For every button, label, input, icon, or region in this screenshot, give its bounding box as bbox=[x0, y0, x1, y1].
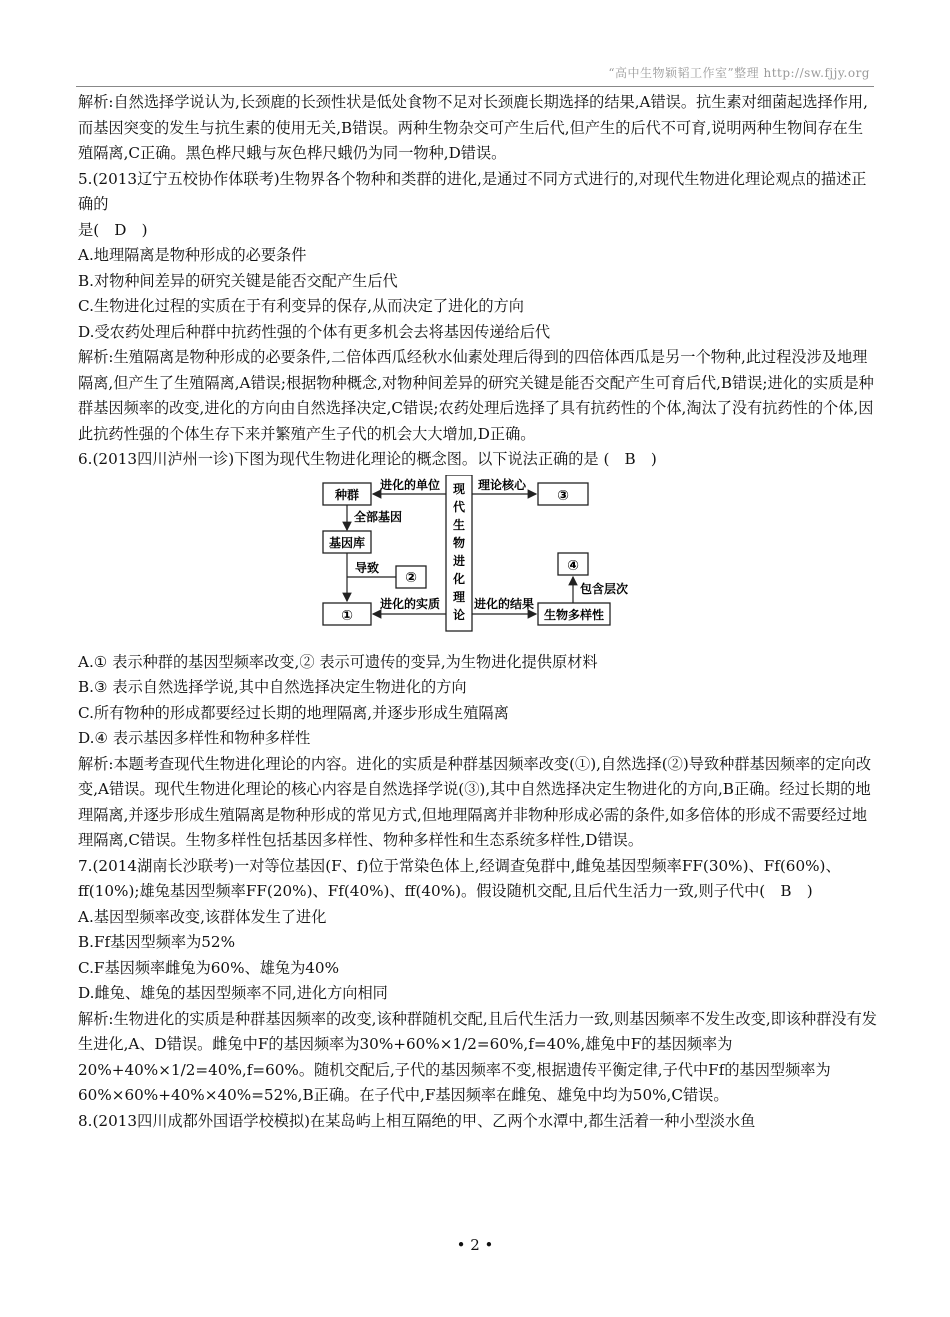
svg-text:论: 论 bbox=[452, 607, 466, 622]
q7-option-a: A.基因型频率改变,该群体发生了进化 bbox=[78, 907, 327, 926]
box-2-label: ② bbox=[405, 569, 417, 586]
label-lead: 导致 bbox=[355, 560, 380, 575]
q5-option-b: B.对物种间差异的研究关键是能否交配产生后代 bbox=[78, 271, 398, 290]
svg-text:进: 进 bbox=[452, 553, 466, 568]
q4-analysis: 解析:自然选择学说认为,长颈鹿的长颈性状是低处食物不足对长颈鹿长期选择的结果,A错误。抗生素对细菌起选择作用,而基因突变的发生与抗生素的使用无关,B错误。两种生物杂交可产生后代,但产生的后代不可育,说明两种生物间存在生殖隔离,C正确。黑色桦尺蛾与灰色桦尺蛾仍为同一物种,D错误。 bbox=[78, 93, 868, 162]
q6-option-c: C.所有物种的形成都要经过长期的地理隔离,并逐步形成生殖隔离 bbox=[78, 703, 509, 722]
svg-text:理: 理 bbox=[452, 589, 466, 604]
q6-option-b: B.③ 表示自然选择学说,其中自然选择决定生物进化的方向 bbox=[78, 678, 467, 696]
document-body bbox=[78, 90, 878, 1134]
svg-text:物: 物 bbox=[452, 535, 466, 550]
label-essence: 进化的实质 bbox=[379, 596, 441, 611]
svg-text:化: 化 bbox=[452, 571, 466, 586]
q7-option-b: B.Ff基因型频率为52% bbox=[78, 933, 236, 951]
q5-stem: 5.(2013辽宁五校协作体联考)生物界各个物种和类群的进化,是通过不同方式进行的,对现代生物进化理论观点的描述正确的 bbox=[78, 169, 867, 213]
concept-diagram bbox=[78, 475, 878, 649]
label-result: 进化的结果 bbox=[473, 596, 535, 611]
label-core: 理论核心 bbox=[477, 477, 527, 492]
svg-text:代: 代 bbox=[452, 499, 466, 514]
biodiversity-label: 生物多样性 bbox=[543, 607, 605, 622]
q5-option-c: C.生物进化过程的实质在于有利变异的保存,从而决定了进化的方向 bbox=[78, 297, 524, 315]
q5-option-d: D.受农药处理后种群中抗药性强的个体有更多机会去将基因传递给后代 bbox=[78, 322, 551, 341]
svg-text:现: 现 bbox=[452, 481, 466, 496]
q7-stem: 7.(2014湖南长沙联考)一对等位基因(F、f)位于常染色体上,经调查兔群中,雌兔基因型频率FF(30%)、Ff(60%)、ff(10%);雄兔基因型频率FF(20%)、Ff(40%)、ff(40%)。假设随机交配,且后代生活力一致,则子代中( B ) bbox=[78, 856, 841, 900]
q6-stem: 6.(2013四川泸州一诊)下图为现代生物进化理论的概念图。以下说法正确的是 ( B ) bbox=[78, 450, 657, 468]
q6-option-d: D.④ 表示基因多样性和物种多样性 bbox=[78, 729, 311, 747]
page-number: • 2 • bbox=[456, 1236, 494, 1254]
q7-analysis: 解析:生物进化的实质是种群基因频率的改变,该种群随机交配,且后代生活力一致,则基因频率不发生改变,即该种群没有发生进化,A、D错误。雌兔中F的基因频率为30%+60%×1/2=60%,f=40%,雄兔中F的基因频率为20%+40%×1/2=40%,f=60%。随机交配后,子代的基因频率不变,根据遗传平衡定律,子代中Ff的基因型频率为60%×60%+40%×40%=52%,B正确。在子代中,F基因频率在雌兔、雄兔中均为50%,C错误。 bbox=[78, 1009, 877, 1104]
q7-option-d: D.雌兔、雄兔的基因型频率不同,进化方向相同 bbox=[78, 984, 388, 1002]
q7-option-c: C.F基因频率雌兔为60%、雄兔为40% bbox=[78, 958, 340, 977]
q8-stem: 8.(2013四川成都外国语学校模拟)在某岛屿上相互隔绝的甲、乙两个水潭中,都生活着一种小型淡水鱼 bbox=[78, 1111, 756, 1130]
page-header: “高中生物颖韬工作室”整理 http://sw.fjjy.org bbox=[608, 66, 870, 80]
label-allgenes: 全部基因 bbox=[354, 509, 403, 524]
label-unit: 进化的单位 bbox=[379, 477, 441, 492]
label-levels: 包含层次 bbox=[580, 581, 629, 596]
concept-diagram-svg bbox=[318, 475, 648, 649]
q5-option-a: A.地理隔离是物种形成的必要条件 bbox=[78, 246, 307, 264]
q5-answer: 是( D ) bbox=[78, 220, 148, 239]
q6-analysis: 解析:本题考查现代生物进化理论的内容。进化的实质是种群基因频率改变(①),自然选择(②)导致种群基因频率的定向改变,A错误。现代生物进化理论的核心内容是自然选择学说(③),其中自然选择决定生物进化的方向,B正确。经过长期的地理隔离,并逐步形成生殖隔离是物种形成的常见方式,但地理隔离并非物种形成必需的条件,如多倍体的形成不需要经过地理隔离,C错误。生物多样性包括基因多样性、物种多样性和生态系统多样性,D错误。 bbox=[78, 754, 872, 849]
population-label: 种群 bbox=[334, 487, 360, 502]
q6-option-a: A.① 表示种群的基因型频率改变,② 表示可遗传的变异,为生物进化提供原材料 bbox=[78, 652, 598, 671]
svg-text:生: 生 bbox=[452, 517, 466, 532]
box-3-label: ③ bbox=[557, 487, 569, 504]
header-rule bbox=[76, 86, 874, 87]
q5-analysis: 解析:生殖隔离是物种形成的必要条件,二倍体西瓜经秋水仙素处理后得到的四倍体西瓜是另一个物种,此过程没涉及地理隔离,但产生了生殖隔离,A错误;根据物种概念,对物种间差异的研究关键是能否交配产生可育后代,B错误;进化的实质是种群基因频率的改变,进化的方向由自然选择决定,C错误;农药处理后选择了具有抗药性的个体,淘汰了没有抗药性的个体,因此抗药性强的个体生存下来并繁殖产生子代的机会大大增加,D正确。 bbox=[78, 348, 874, 443]
genepool-label: 基因库 bbox=[328, 535, 366, 550]
box-4-label: ④ bbox=[567, 557, 579, 574]
box-1-label: ① bbox=[341, 607, 353, 624]
